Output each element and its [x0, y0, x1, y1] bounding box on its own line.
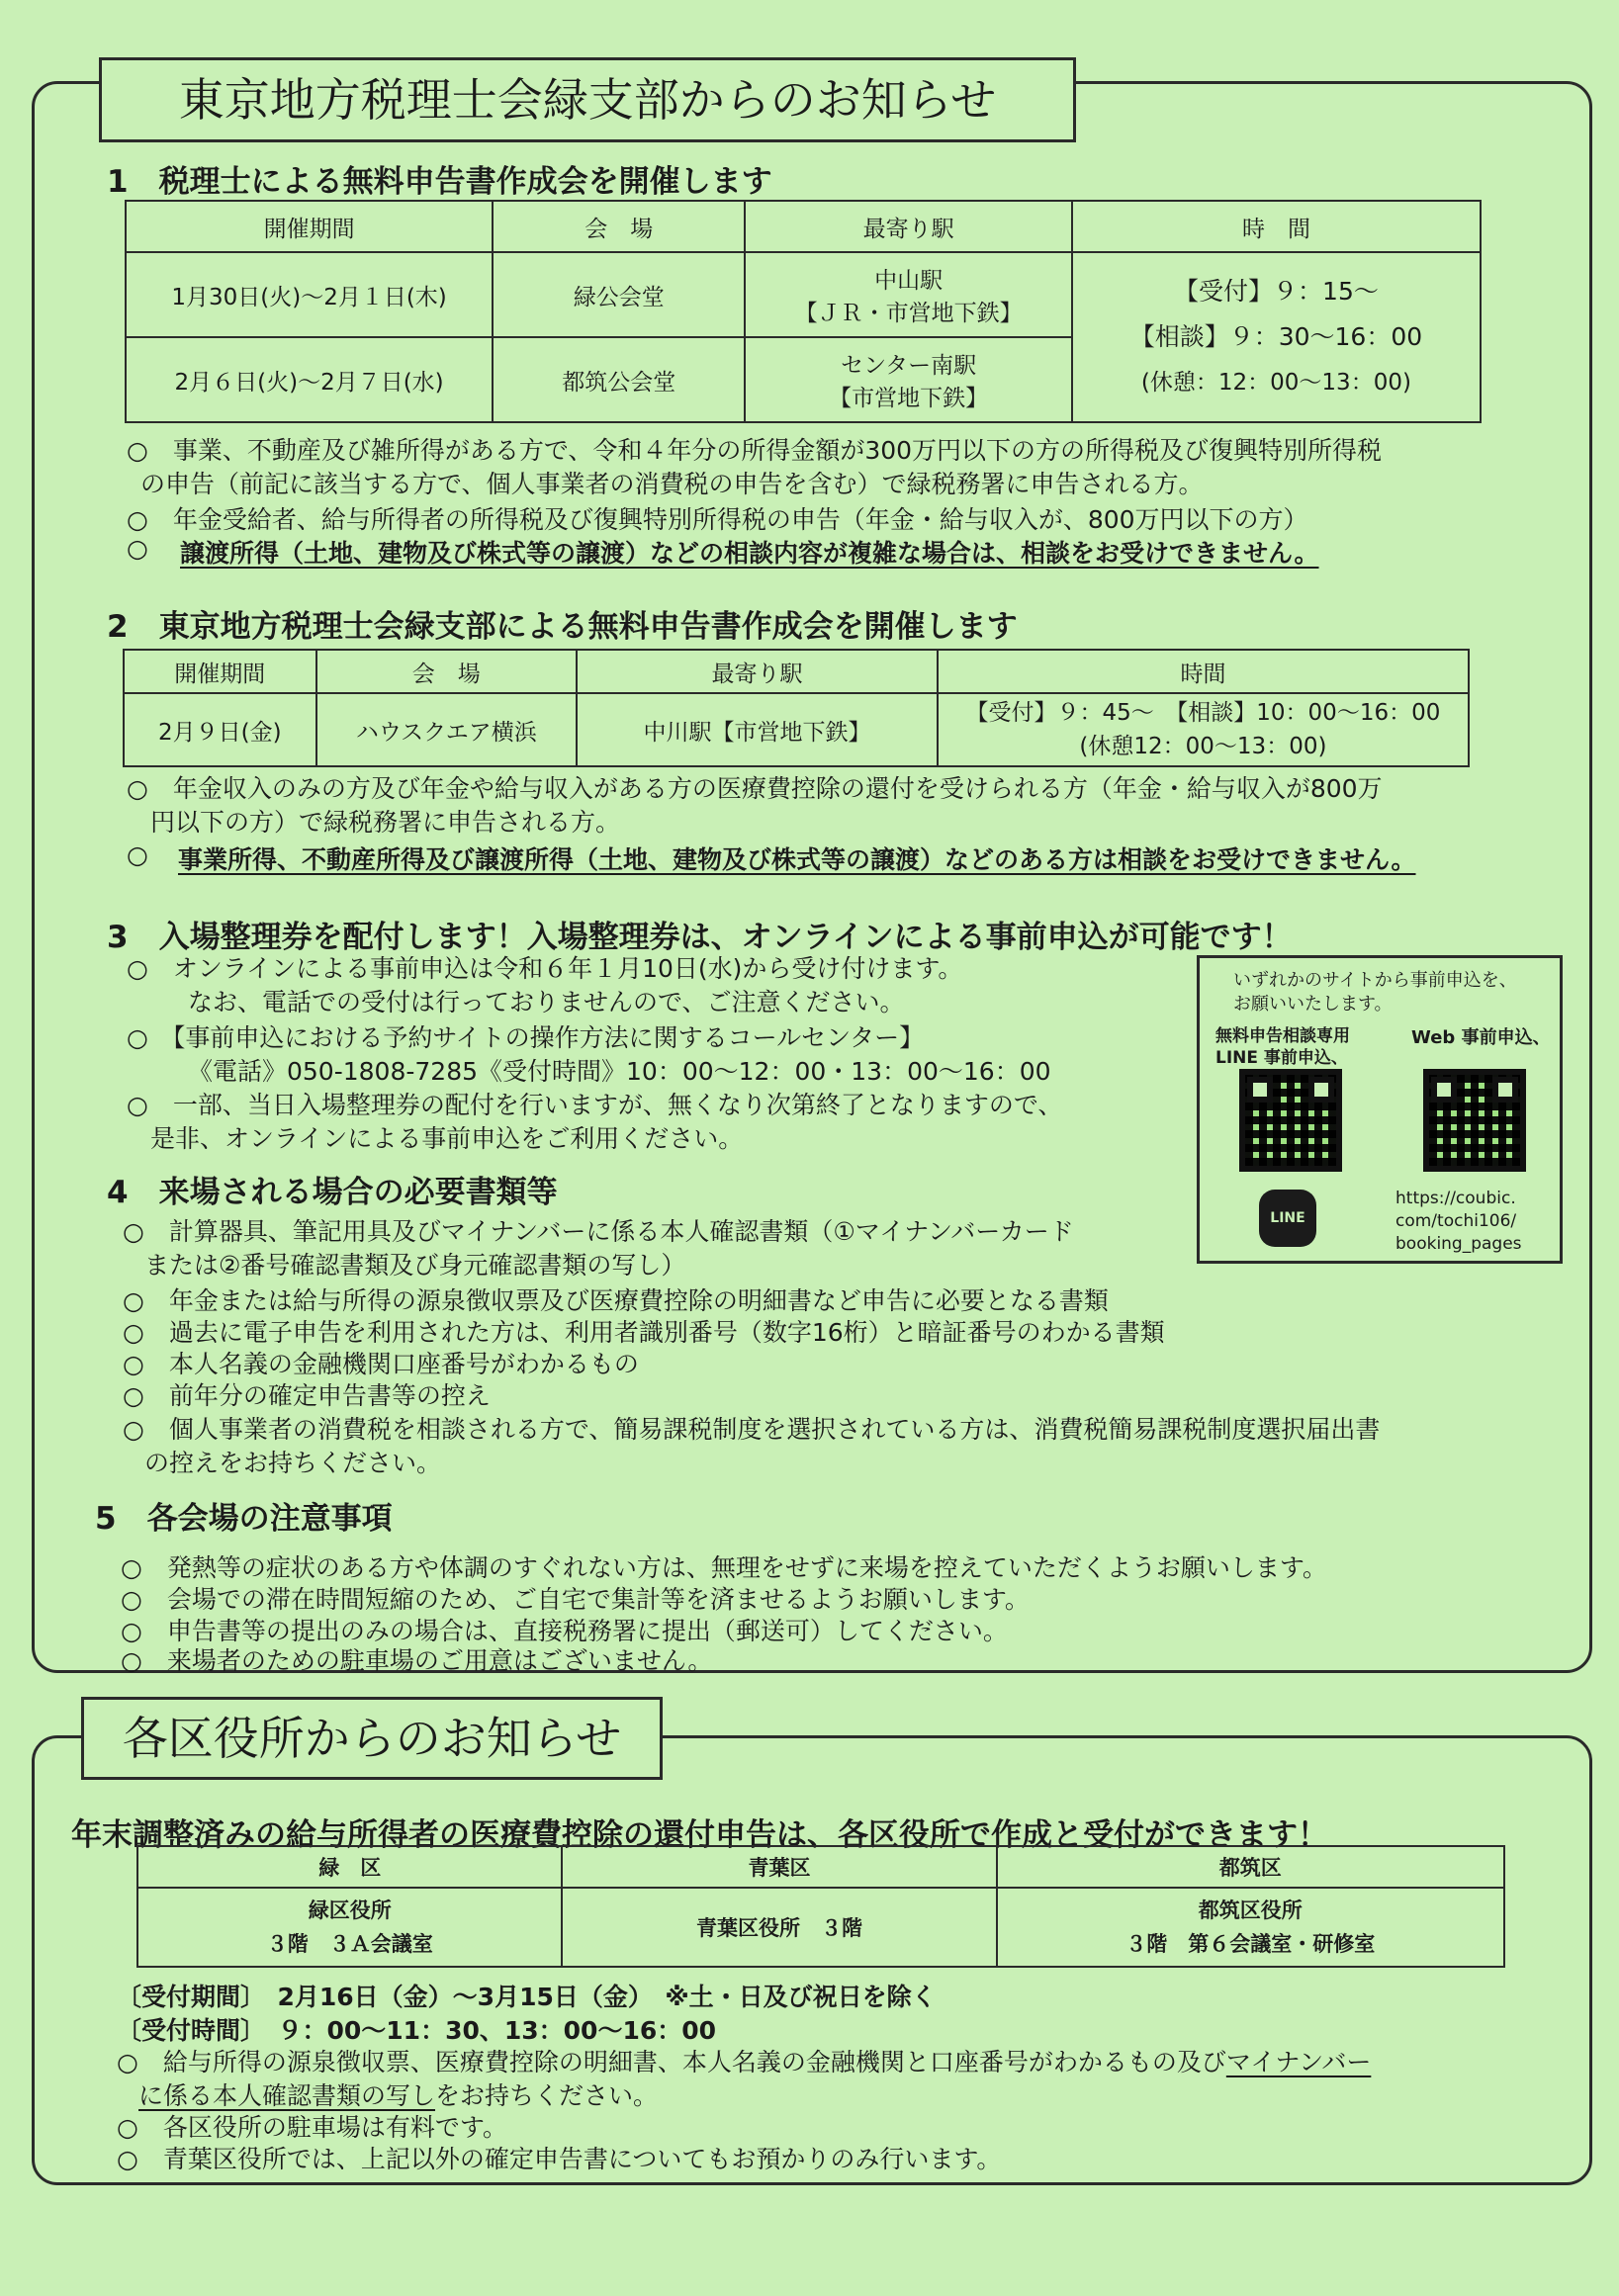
- item5-line-2: ○ 会場での滞在時間短縮のため、ご自宅で集計等を済ませるようお願いします。: [121, 1585, 1030, 1614]
- col-header-period: 開催期間: [124, 650, 316, 693]
- item4-line-8: の控えをお持ちください。: [144, 1449, 442, 1477]
- col-header-period: 開催期間: [126, 201, 493, 252]
- item1-schedule-table: [125, 200, 1482, 423]
- item4-line-1: ○ 計算器具、筆記用具及びマイナンバーに係る本人確認書類（①マイナンバーカード: [123, 1217, 1074, 1246]
- item3-line-1: ○ オンラインによる事前申込は令和６年１月10日(水)から受け付けます。: [127, 954, 963, 983]
- section2-note-1-mynumber: マイナンバー: [1225, 2048, 1372, 2076]
- item4-line-4: ○ 過去に電子申告を利用された方は、利用者識別番号（数字16桁）と暗証番号のわかる書類: [123, 1318, 1165, 1347]
- col-header-time: 時間: [938, 650, 1469, 693]
- item1-heading: 1 税理士による無料申告書作成会を開催します: [107, 164, 772, 200]
- item4-line-6: ○ 前年分の確定申告書等の控え: [123, 1381, 491, 1410]
- reception-period: 〔受付期間〕 2月16日（金）～3月15日（金） ※土・日及び祝日を除く: [117, 1983, 937, 2011]
- section2-title: [81, 1697, 663, 1780]
- row1-station-line: 【ＪＲ・市営地下鉄】: [794, 301, 1023, 326]
- row2-station-name: センター南駅: [841, 353, 977, 379]
- col-header-station: 最寄り駅: [577, 650, 938, 693]
- item5-line-3: ○ 申告書等の提出のみの場合は、直接税務署に提出（郵送可）してください。: [121, 1617, 1008, 1645]
- row1-station-name: 中山駅: [874, 268, 944, 294]
- section2-note-1-end: をお持ちください。: [435, 2081, 659, 2110]
- row2-venue: 都筑公会堂: [493, 337, 745, 422]
- midori-office-cell: [137, 1888, 562, 1967]
- section2-title-text: 各区役所からのお知らせ: [122, 1712, 622, 1765]
- booking-url-line1: https://coubic.: [1395, 1189, 1516, 1208]
- time-cell: [1072, 252, 1481, 422]
- col-header-midori: 緑 区: [137, 1846, 562, 1888]
- item3-line-4: 《電話》050-1808-7285《受付時間》10：00～12：00・13：00～16：00: [188, 1057, 1051, 1086]
- booking-url-line2: com/tochi106/: [1395, 1211, 1517, 1231]
- consultation-time: 【相談】９：30～16：00: [1129, 322, 1423, 351]
- item2-venue: ハウスクエア横浜: [316, 693, 577, 766]
- reservation-qr-box: [1197, 955, 1563, 1264]
- item1-note-1-cont: の申告（前記に該当する方で、個人事業者の消費税の申告を含む）で緑税務署に申告される方。: [140, 470, 1204, 498]
- row1-period: 1月30日(火)～2月１日(木): [126, 252, 493, 337]
- aoba-office-cell: 青葉区役所 ３階: [562, 1888, 996, 1967]
- tsuzuki-office-cell: [997, 1888, 1504, 1967]
- line-qr-label2: LINE 事前申込、: [1215, 1048, 1348, 1068]
- line-qr-code[interactable]: [1239, 1069, 1342, 1172]
- item2-note-1-cont: 円以下の方）で緑税務署に申告される方。: [150, 808, 621, 837]
- qr-intro-line1: いずれかのサイトから事前申込を、: [1233, 970, 1517, 991]
- midori-office-name: 緑区役所: [308, 1899, 392, 1922]
- reception-time: 【受付】９：15～: [1174, 277, 1379, 306]
- col-header-aoba: 青葉区: [562, 1846, 996, 1888]
- item4-line-5: ○ 本人名義の金融機関口座番号がわかるもの: [123, 1350, 639, 1378]
- reception-hours: 〔受付時間〕 ９：00～11：30、13：00～16：00: [117, 2016, 717, 2045]
- item3-line-5: ○ 一部、当日入場整理券の配付を行いますが、無くなり次第終了となりますので、: [127, 1091, 1063, 1119]
- item1-note-3: 譲渡所得（土地、建物及び株式等の譲渡）などの相談内容が複雑な場合は、相談をお受けできません。: [180, 539, 1319, 568]
- row1-station: [745, 252, 1072, 337]
- tsuzuki-office-room: ３階 第６会議室・研修室: [1125, 1932, 1376, 1956]
- web-qr-code[interactable]: [1423, 1069, 1526, 1172]
- section1-title-text: 東京地方税理士会緑支部からのお知らせ: [178, 73, 997, 127]
- section1-title: [99, 57, 1076, 142]
- col-header-station: 最寄り駅: [745, 201, 1072, 252]
- section2-note-1-id-docs: に係る本人確認書類の写し: [138, 2081, 436, 2110]
- section2-note-1-text: ○ 給与所得の源泉徴収票、医療費控除の明細書、本人名義の金融機関と口座番号がわかるもの及び: [117, 2048, 1226, 2076]
- item5-heading: 5 各会場の注意事項: [95, 1501, 393, 1537]
- booking-url-line3: booking_pages: [1395, 1234, 1522, 1254]
- item2-reception-consult-time: 【受付】９：45～ 【相談】10：00～16：00: [965, 700, 1441, 726]
- item2-note-2-bullet: ○: [127, 840, 148, 869]
- section2-note-1-cont: [138, 2076, 658, 2112]
- item4-line-7: ○ 個人事業者の消費税を相談される方で、簡易課税制度を選択されている方は、消費税簡易課税制度選択届出書: [123, 1415, 1381, 1444]
- item3-heading: 3 入場整理券を配付します！入場整理券は、オンラインによる事前申込が可能です！: [107, 920, 1293, 955]
- item2-note-1: ○ 年金収入のみの方及び年金や給与収入がある方の医療費控除の還付を受けられる方（年金・給与収入が800万: [127, 774, 1383, 803]
- item5-line-4: ○ 来場者のための駐車場のご用意はございません。: [121, 1646, 713, 1675]
- qr-intro-line2: お願いいたします。: [1233, 994, 1393, 1015]
- line-qr-label1: 無料申告相談専用: [1215, 1026, 1350, 1046]
- col-header-tsuzuki: 都筑区: [997, 1846, 1504, 1888]
- section2-note-1: [117, 2043, 1371, 2078]
- item1-note-1: ○ 事業、不動産及び雑所得がある方で、令和４年分の所得金額が300万円以下の方の所得税及び復興特別所得税: [127, 436, 1383, 465]
- break-time: (休憩：12：00～13：00): [1140, 370, 1411, 396]
- item2-note-2: 事業所得、不動産所得及び譲渡所得（土地、建物及び株式等の譲渡）などのある方は相談をお受けできません。: [178, 845, 1416, 874]
- item1-note-3-bullet: ○: [127, 534, 148, 563]
- item4-line-2: または②番号確認書類及び身元確認書類の写し）: [144, 1251, 686, 1280]
- row1-venue: 緑公会堂: [493, 252, 745, 337]
- line-icon-text: LINE: [1270, 1210, 1305, 1226]
- item1-note-2: ○ 年金受給者、給与所得者の所得税及び復興特別所得税の申告（年金・給与収入が、800万円以下の方）: [127, 505, 1308, 534]
- item2-heading: 2 東京地方税理士会緑支部による無料申告書作成会を開催します: [107, 609, 1018, 645]
- col-header-time: 時 間: [1072, 201, 1481, 252]
- midori-office-room: ３階 ３Ａ会議室: [266, 1932, 433, 1956]
- booking-url[interactable]: [1395, 1188, 1522, 1256]
- item4-line-3: ○ 年金または給与所得の源泉徴収票及び医療費控除の明細書など申告に必要となる書類: [123, 1286, 1109, 1315]
- tsuzuki-office-name: 都筑区役所: [1198, 1899, 1303, 1922]
- ward-office-table: [136, 1845, 1505, 1968]
- row2-period: 2月６日(火)～2月７日(水): [126, 337, 493, 422]
- section2-note-2: ○ 各区役所の駐車場は有料です。: [117, 2113, 507, 2142]
- web-qr-label: Web 事前申込、: [1411, 1027, 1551, 1048]
- item2-schedule-table: [123, 649, 1470, 767]
- item5-line-1: ○ 発熱等の症状のある方や体調のすぐれない方は、無理をせずに来場を控えていただくようお願いします。: [121, 1553, 1327, 1582]
- item2-break-time: (休憩12：00～13：00): [1079, 734, 1327, 759]
- item2-time-cell: [938, 693, 1469, 766]
- line-app-icon[interactable]: [1259, 1190, 1316, 1247]
- row2-station: [745, 337, 1072, 422]
- item2-station: 中川駅【市営地下鉄】: [577, 693, 938, 766]
- item3-line-2: なお、電話での受付は行っておりませんので、ご注意ください。: [188, 988, 905, 1016]
- col-header-venue: 会 場: [316, 650, 577, 693]
- item2-period: 2月９日(金): [124, 693, 316, 766]
- col-header-venue: 会 場: [493, 201, 745, 252]
- item3-line-3: ○ 【事前申込における予約サイトの操作方法に関するコールセンター】: [127, 1023, 925, 1052]
- item4-heading: 4 来場される場合の必要書類等: [107, 1175, 558, 1210]
- section2-note-3: ○ 青葉区役所では、上記以外の確定申告書についてもお預かりのみ行います。: [117, 2145, 1002, 2173]
- row2-station-line: 【市営地下鉄】: [829, 386, 989, 411]
- section2-headline: 年末調整済みの給与所得者の医療費控除の還付申告は、各区役所で作成と受付ができます！: [71, 1817, 1328, 1853]
- item3-line-6: 是非、オンラインによる事前申込をご利用ください。: [150, 1124, 744, 1153]
